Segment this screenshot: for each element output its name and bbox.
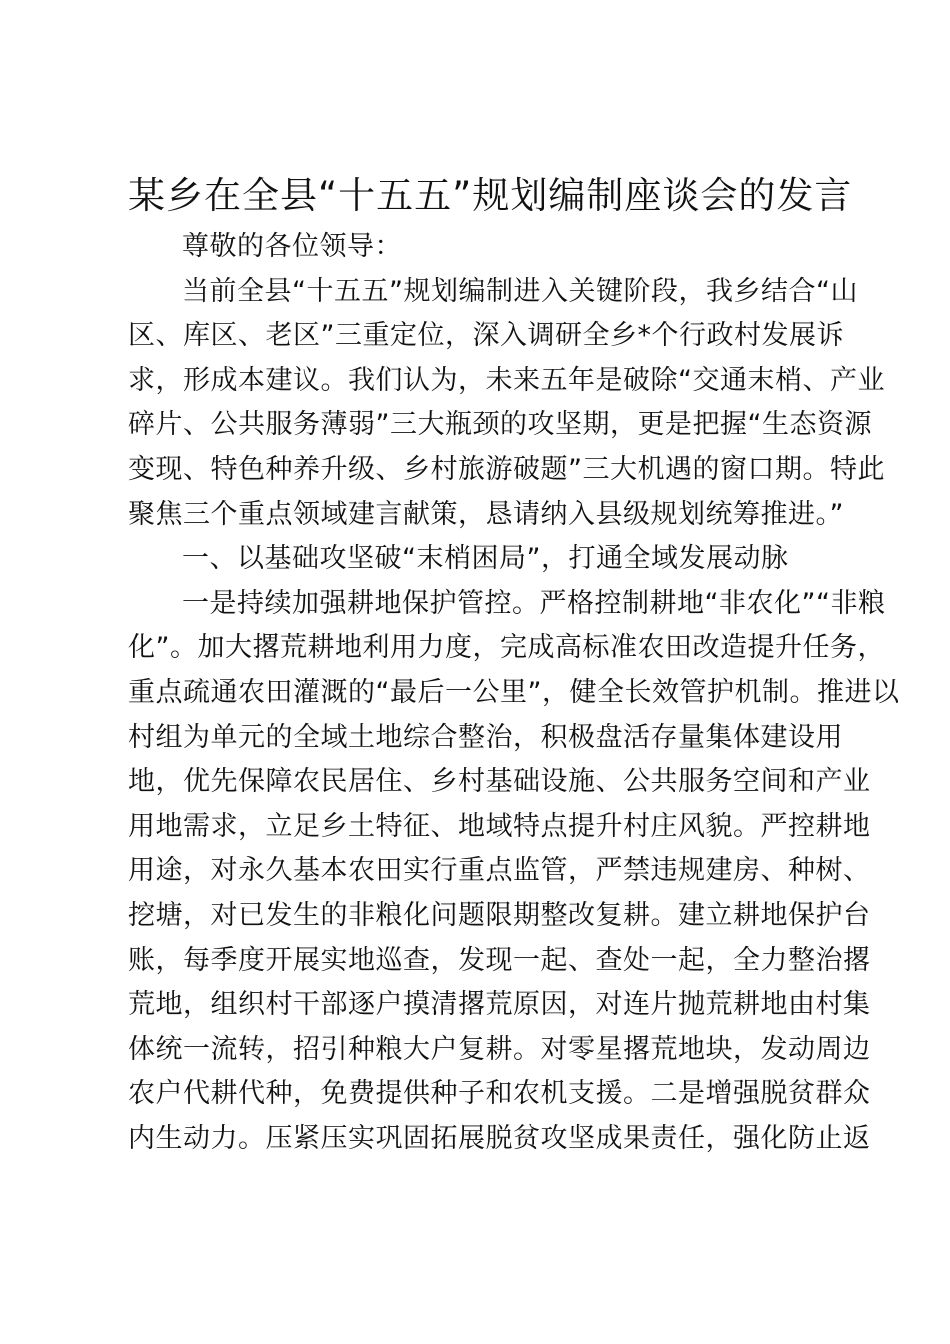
paragraph-line: 地，优先保障农民居住、乡村基础设施、公共服务空间和产业	[128, 766, 871, 798]
paragraph-line: 化”。加大撂荒耕地利用力度，完成高标准农田改造提升任务，	[128, 632, 885, 664]
document-title: 某乡在全县“十五五”规划编制座谈会的发言	[128, 174, 853, 217]
paragraph-line: 荒地，组织村干部逐户摸清撂荒原因，对连片抛荒耕地由村集	[128, 989, 871, 1021]
paragraph-line: 当前全县“十五五”规划编制进入关键阶段，我乡结合“山	[182, 275, 858, 307]
paragraph-line: 挖塘，对已发生的非粮化问题限期整改复耕。建立耕地保护台	[128, 899, 871, 931]
paragraph-line: 体统一流转，招引种粮大户复耕。对零星撂荒地块，发动周边	[128, 1033, 871, 1065]
paragraph-line: 账，每季度开展实地巡查，发现一起、查处一起，全力整治撂	[128, 944, 871, 976]
paragraph-line: 变现、特色种养升级、乡村旅游破题”三大机遇的窗口期。特此	[128, 453, 885, 485]
paragraph-line: 内生动力。压紧压实巩固拓展脱贫攻坚成果责任，强化防止返	[128, 1122, 871, 1154]
paragraph-line: 用途，对永久基本农田实行重点监管，严禁违规建房、种树、	[128, 855, 871, 887]
paragraph-line: 重点疏通农田灌溉的“最后一公里”，健全长效管护机制。推进以	[128, 676, 900, 708]
paragraph-line: 农户代耕代种，免费提供种子和农机支援。二是增强脱贫群众	[128, 1078, 871, 1110]
section-heading: 一、以基础攻坚破“末梢困局”，打通全域发展动脉	[182, 543, 789, 575]
salutation-line: 尊敬的各位领导：	[182, 231, 402, 262]
paragraph-line: 村组为单元的全域土地综合整治，积极盘活存量集体建设用	[128, 721, 843, 753]
paragraph-line: 碎片、公共服务薄弱”三大瓶颈的攻坚期，更是把握“生态资源	[128, 409, 872, 441]
paragraph-line: 区、库区、老区”三重定位，深入调研全乡*个行政村发展诉	[128, 320, 844, 352]
paragraph-line: 聚焦三个重点领域建言献策，恳请纳入县级规划统筹推进。”	[128, 498, 844, 530]
document-body	[128, 225, 900, 1161]
paragraph-line: 用地需求，立足乡土特征、地域特点提升村庄风貌。严控耕地	[128, 810, 871, 842]
paragraph-line: 一是持续加强耕地保护管控。严格控制耕地“非农化”“非粮	[182, 587, 886, 619]
paragraph-line: 求，形成本建议。我们认为，未来五年是破除“交通末梢、产业	[128, 364, 885, 396]
